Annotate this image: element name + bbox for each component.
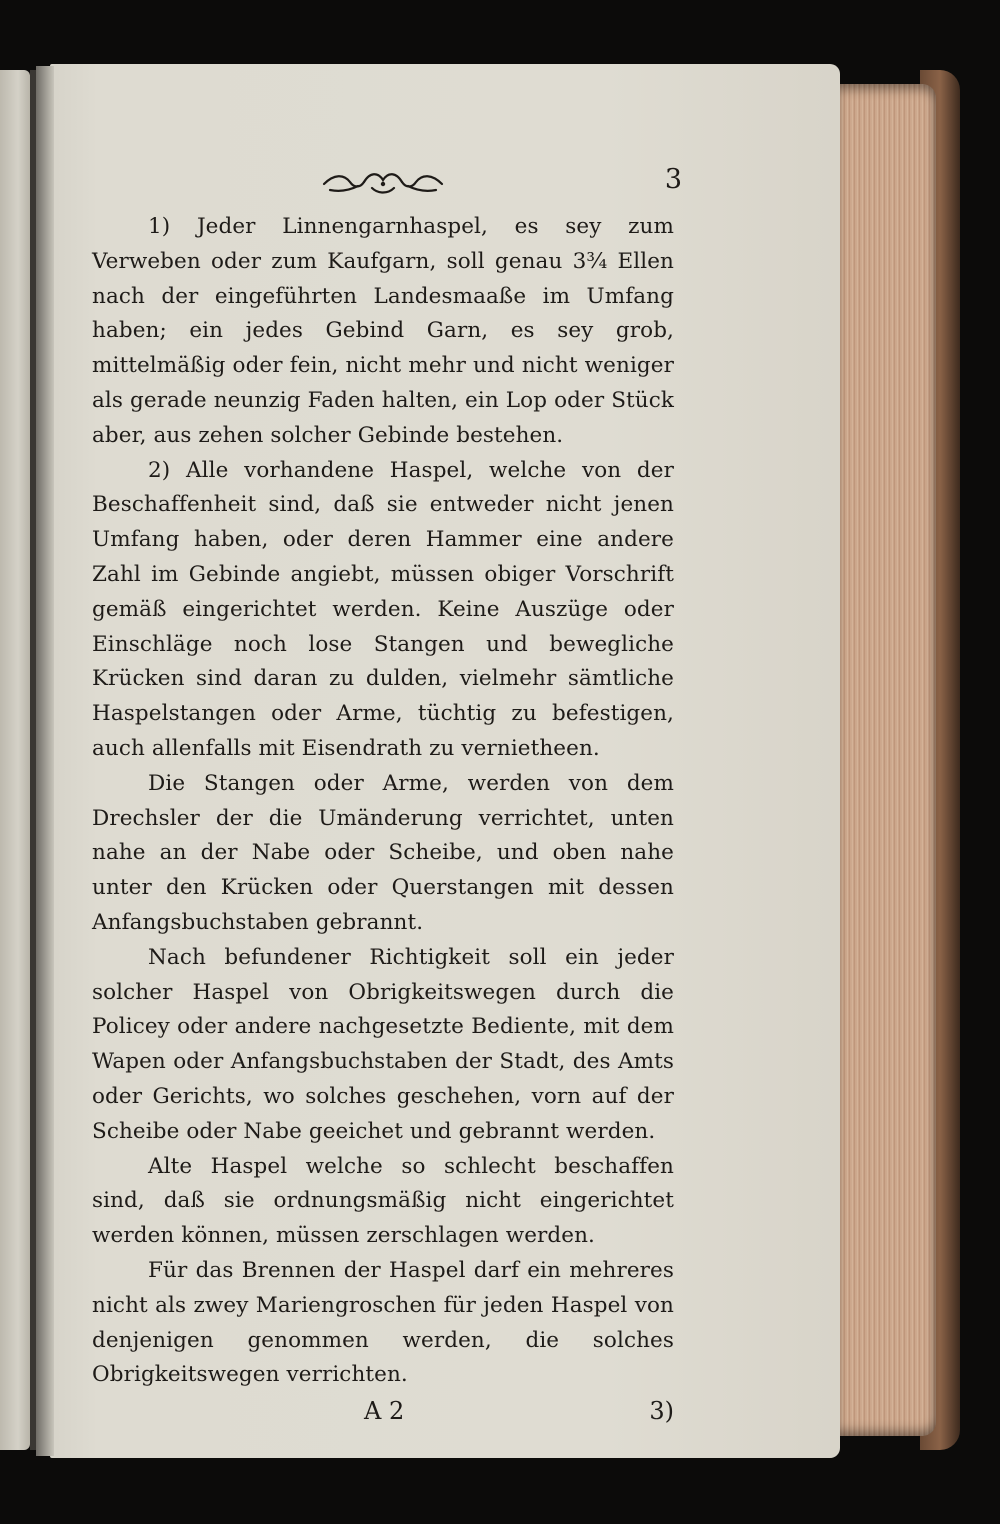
paragraph-2: 2) Alle vorhandene Haspel, welche von der Beschaffenheit sind, daß sie entweder nicht jenen Umfang haben, oder deren Hammer eine andere Zahl im Gebinde angiebt, müssen obiger Vorschrift gemäß eingerichtet werden. Keine Auszüge oder Einschläge noch lose Stangen und bewegliche Krücken sind daran zu dulden, vielmehr sämtliche Haspelstangen oder Arme, tüchtig zu befestigen, auch allenfalls mit Eisendrath zu vernietheen. bbox=[92, 457, 674, 761]
page-header bbox=[92, 160, 682, 210]
signature-mark: A 2 bbox=[364, 1397, 405, 1426]
page-footer bbox=[92, 1397, 674, 1437]
gutter-shadow bbox=[36, 66, 54, 1456]
paragraph-4: Nach befundener Richtigkeit soll ein jeder solcher Haspel von Obrigkeitswegen durch die Policey oder andere nachgesetzte Bediente, mit dem Wapen oder Anfangsbuchstaben der Stadt, des Amts oder Gerichts, wo solches geschehen, vorn auf der Scheibe oder Nabe geeichet und gebrannt werden. bbox=[92, 944, 674, 1144]
paragraph-6: Für das Brennen der Haspel darf ein mehreres nicht als zwey Mariengroschen für jeden Haspel von denjenigen genommen werden, die solches Obrigkeitswegen verrichten. bbox=[92, 1257, 674, 1388]
catchword: 3) bbox=[649, 1397, 674, 1426]
paragraph-1: 1) Jeder Linnengarnhaspel, es sey zum Verweben oder zum Kaufgarn, soll genau 3¾ Ellen nach der eingeführten Landesmaaße im Umfang haben; ein jedes Gebind Garn, es sey grob, mittelmäßig oder fein, nicht mehr und nicht weniger als gerade neunzig Faden halten, ein Lop oder Stück aber, aus zehen solcher Gebinde bestehen. bbox=[92, 214, 674, 448]
page-content bbox=[92, 160, 682, 1437]
page-number: 3 bbox=[664, 164, 682, 195]
left-page-edge bbox=[0, 70, 30, 1450]
body-text bbox=[92, 210, 674, 1393]
paragraph-5: Alte Haspel welche so schlecht beschaffen sind, daß sie ordnungsmäßig nicht eingerichtet werden können, müssen zerschlagen werden. bbox=[92, 1153, 674, 1249]
paragraph-3: Die Stangen oder Arme, werden von dem Drechsler der die Umänderung verrichtet, unten nahe an der Nabe oder Scheibe, und oben nahe unter den Krücken oder Querstangen mit dessen Anfangsbuchstaben gebrannt. bbox=[92, 770, 674, 935]
decorative-flourish-icon bbox=[320, 166, 446, 200]
page-block-fore-edge bbox=[836, 84, 936, 1436]
